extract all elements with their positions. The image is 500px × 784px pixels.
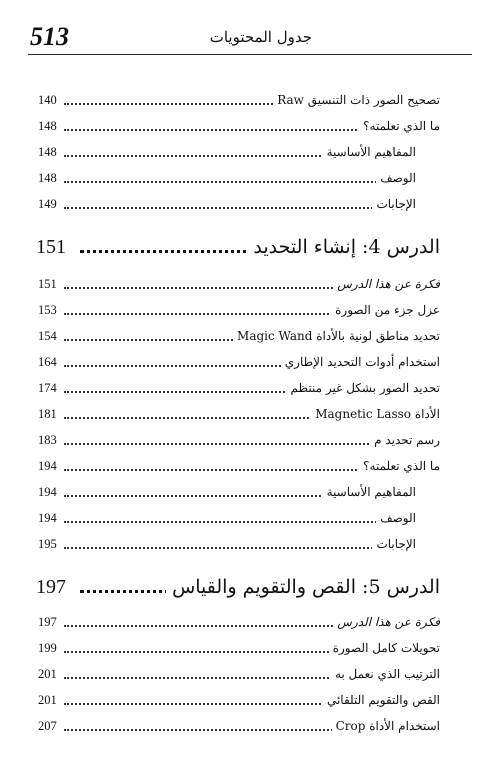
toc-entry-title: رسم تحديد م — [370, 430, 440, 450]
toc-entry-title: ما الذي تعلمته؟ — [359, 116, 440, 136]
toc-page-number: 148 — [38, 119, 57, 133]
toc-page-number: 164 — [38, 355, 57, 369]
dot-leader — [64, 521, 416, 523]
toc-entry — [38, 194, 416, 214]
toc-lesson-heading — [36, 572, 440, 602]
toc-entry-title: الدرس 5: القص والتقويم والقياس — [166, 572, 440, 602]
toc-entry-title: القص والتقويم التلقائي — [323, 690, 440, 710]
toc-entry — [38, 142, 416, 162]
toc-page-number: 151 — [38, 277, 57, 291]
toc-entry — [38, 690, 440, 710]
toc-entry-title: الأداة Magnetic Lasso — [311, 404, 440, 424]
toc-entry — [38, 612, 440, 632]
toc-entry-title: فكرة عن هذا الدرس — [333, 612, 440, 632]
toc-page-number: 183 — [38, 433, 57, 447]
toc-entry-title: استخدام الأداة Crop — [332, 716, 440, 736]
toc-entry — [38, 90, 440, 110]
toc-page-number: 195 — [38, 537, 57, 551]
toc-page-number: 201 — [38, 667, 57, 681]
toc-entry-title: الترتيب الذي نعمل به — [331, 664, 440, 684]
toc-page-number: 194 — [38, 511, 57, 525]
running-title: جدول المحتويات — [209, 28, 312, 46]
toc-entry-title: الوصف — [376, 168, 416, 188]
toc-page-number: 148 — [38, 145, 57, 159]
toc-entry — [38, 404, 440, 424]
toc-entry — [38, 716, 440, 736]
page-number: 513 — [30, 22, 69, 51]
toc-page-number: 174 — [38, 381, 57, 395]
toc-entry — [38, 638, 440, 658]
toc-entry-title: تحديد الصور بشكل غير منتظم — [287, 378, 440, 398]
toc-entry-title: الإجابات — [372, 194, 416, 214]
toc-entry-title: فكرة عن هذا الدرس — [333, 274, 440, 294]
toc-entry — [38, 300, 440, 320]
dot-leader — [64, 181, 416, 183]
toc-entry-title: ما الذي تعلمته؟ — [359, 456, 440, 476]
toc-page-number: 181 — [38, 407, 57, 421]
toc-entry — [38, 456, 440, 476]
page-header — [28, 22, 472, 54]
toc-page-number: 154 — [38, 329, 57, 343]
dot-leader — [64, 207, 416, 209]
toc-page-number: 149 — [38, 197, 57, 211]
toc-lesson-heading — [36, 232, 440, 262]
toc-entry-title: الوصف — [376, 508, 416, 528]
toc-entry — [38, 534, 416, 554]
toc-page-number: 140 — [38, 93, 57, 107]
toc-entry-title: الدرس 4: إنشاء التحديد — [247, 232, 440, 262]
toc-entry-title: عزل جزء من الصورة — [331, 300, 440, 320]
toc-page-number: 197 — [38, 615, 57, 629]
toc-entry — [38, 274, 440, 294]
toc-page-number: 194 — [38, 485, 57, 499]
header-rule — [28, 54, 472, 55]
toc-entry-title: تحديد مناطق لونية بالأداة Magic Wand — [233, 326, 440, 346]
toc-entry — [38, 352, 440, 372]
toc-entry — [38, 430, 440, 450]
dot-leader — [64, 547, 416, 549]
toc-entry — [38, 482, 416, 502]
toc-entry-title: المفاهيم الأساسية — [323, 482, 416, 502]
toc-entry — [38, 168, 416, 188]
toc-page-number: 201 — [38, 693, 57, 707]
toc-entry — [38, 664, 440, 684]
toc-page-number: 199 — [38, 641, 57, 655]
toc-page-number: 194 — [38, 459, 57, 473]
toc-page-number: 207 — [38, 719, 57, 733]
toc-page-number: 153 — [38, 303, 57, 317]
toc-entry — [38, 508, 416, 528]
toc-entry — [38, 378, 440, 398]
toc-entry-title: تحويلات كامل الصورة — [329, 638, 440, 658]
toc-entry-title: المفاهيم الأساسية — [323, 142, 416, 162]
toc-entry — [38, 116, 440, 136]
toc-page-number: 197 — [36, 576, 66, 598]
toc-page-number: 148 — [38, 171, 57, 185]
toc-entry-title: الإجابات — [372, 534, 416, 554]
toc-entry-title: تصحيح الصور ذات التنسيق Raw — [273, 90, 440, 110]
toc-page-number: 151 — [36, 236, 66, 258]
toc-entry-title: استخدام أدوات التحديد الإطاري — [281, 352, 440, 372]
toc-entry — [38, 326, 440, 346]
